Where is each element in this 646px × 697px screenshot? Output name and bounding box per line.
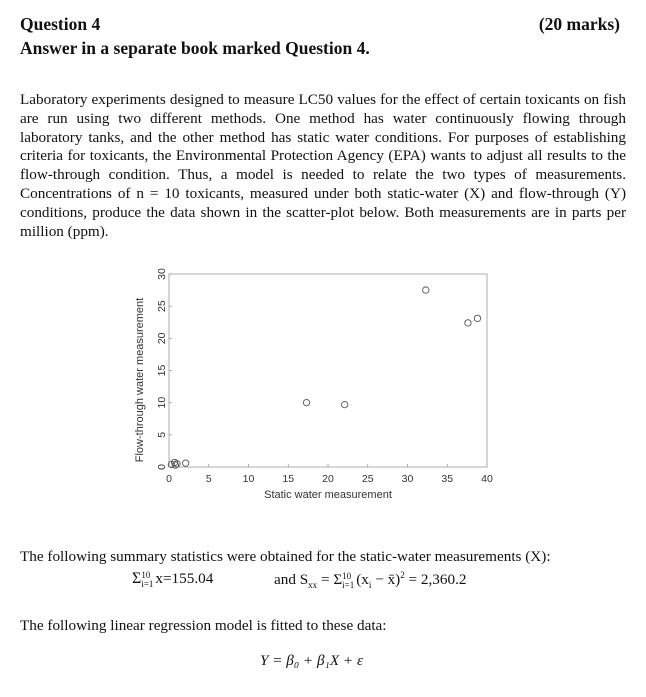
sxx-value: = 2,360.2: [404, 571, 467, 589]
intro-paragraph: Laboratory experiments designed to measure LC50 values for the effect of certain toxicants on fish are run using two different methods. One method has water continuously flowing through laboratory tanks, and the other method has static water conditions. For purposes of establishing criteria for toxicants, the Environmental Protection Agency (EPA) wants to adjust all results to the flow-through condition. Thus, a model is needed to relate the two types of measurements. Concentrations of n = 10 toxicants, measured under both static-water (X) and flow-through (Y) conditions, produce the data shown in the scatter-plot below. Both measurements are in parts per million (ppm).: [20, 91, 626, 240]
data-point: [423, 287, 429, 293]
answer-instruction: Answer in a separate book marked Question 4.: [20, 38, 370, 58]
data-point: [303, 399, 309, 405]
data-point: [341, 401, 347, 407]
y-axis-label: Flow-through water measurement: [134, 297, 146, 463]
y-tick-label: 5: [155, 431, 168, 438]
x-tick-label: 5: [205, 473, 212, 485]
sxx-square: 2: [400, 570, 405, 580]
y-ticks: [156, 268, 172, 470]
scatter-chart: [125, 265, 505, 507]
question-title: Question 4: [20, 14, 101, 34]
sum-upper-limit: 10: [141, 570, 151, 580]
x-tick-label: 25: [361, 473, 374, 485]
sxx-expression: [274, 570, 466, 590]
sum-limits: [141, 571, 153, 589]
sum-lower-limit: i=1: [141, 579, 154, 589]
y-tick-label: 20: [155, 332, 168, 345]
y-tick-label: 25: [155, 300, 168, 313]
x-tick-label: 35: [441, 473, 454, 485]
x-tick-label: 20: [322, 473, 334, 485]
sum-x-value: x=155.04: [155, 570, 214, 587]
regression-equation: Y = β₀ + β₁X + ε: [260, 652, 363, 669]
data-point: [474, 315, 480, 321]
sxx-prefix: and S: [274, 571, 309, 589]
y-tick-label: 15: [155, 364, 168, 377]
sxx-lower-limit: i=1: [342, 580, 355, 591]
sxx-body-subscript: i: [368, 580, 372, 591]
sigma-symbol: Σ: [132, 570, 142, 587]
sxx-upper-limit: 10: [342, 571, 352, 582]
summary-intro: The following summary statistics were obtained for the static-water measurements (X):: [20, 548, 551, 565]
y-tick-label: 0: [155, 464, 168, 470]
y-tick-label: 10: [155, 396, 168, 409]
x-tick-label: 30: [401, 473, 414, 485]
data-points: [168, 287, 480, 468]
sxx-body: (x: [356, 571, 369, 589]
plot-area: [169, 274, 487, 467]
sxx-sum-limits: [342, 572, 354, 590]
sxx-tail: − x̄): [371, 571, 401, 589]
sxx-equals-sigma: = Σ: [317, 571, 343, 589]
data-point: [182, 460, 188, 466]
y-tick-label: 30: [155, 268, 168, 280]
sxx-subscript: xx: [308, 580, 318, 591]
model-intro: The following linear regression model is fitted to these data:: [20, 617, 387, 634]
x-tick-label: 15: [282, 473, 295, 485]
x-tick-label: 0: [166, 473, 172, 485]
x-axis-label: Static water measurement: [264, 489, 392, 501]
question-marks: (20 marks): [538, 14, 620, 34]
x-tick-label: 10: [242, 473, 255, 485]
question-header: [20, 14, 620, 35]
summary-statistics: [132, 570, 467, 591]
data-point: [465, 320, 471, 326]
x-tick-label: 40: [481, 473, 493, 485]
